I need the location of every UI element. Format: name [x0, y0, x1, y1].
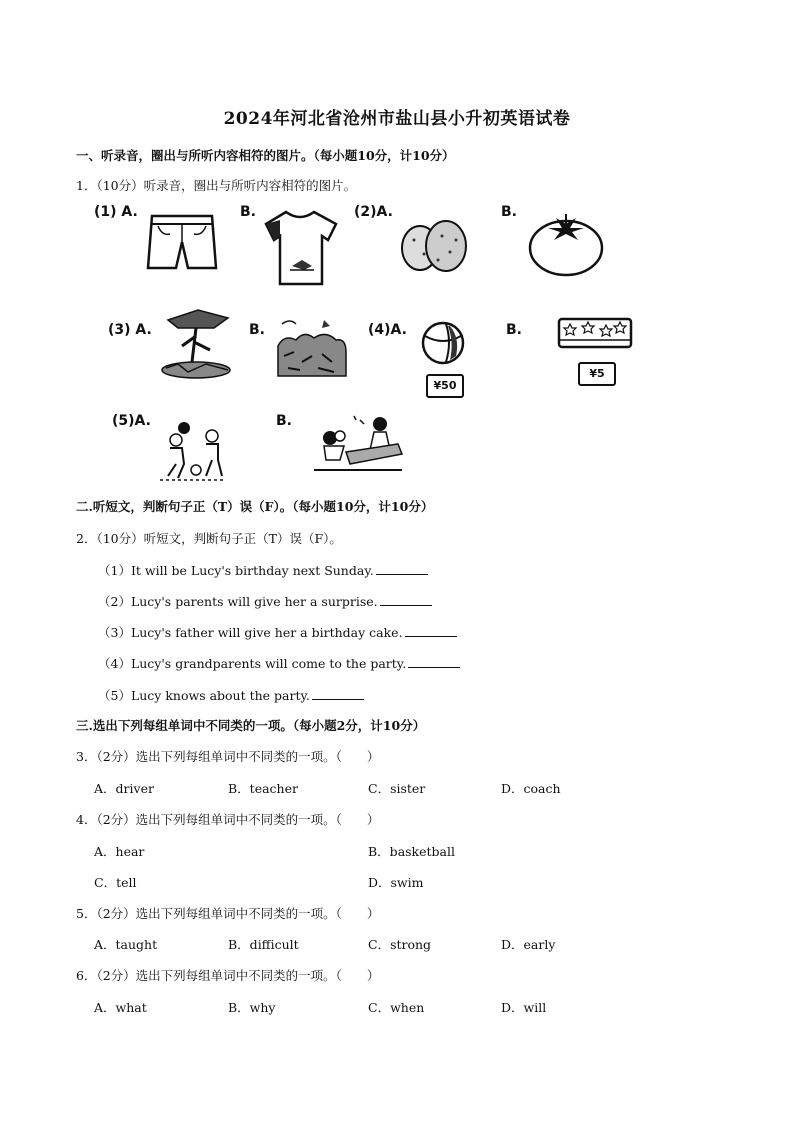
q3-option-d[interactable]: D．coach — [501, 781, 561, 796]
q4-option-b[interactable]: B．basketball — [368, 844, 455, 859]
q4-option-d[interactable]: D．swim — [368, 875, 424, 890]
q5-option-b[interactable]: B．difficult — [228, 937, 299, 952]
pencil-box-picture[interactable] — [556, 316, 634, 352]
q6-option-c[interactable]: C．when — [368, 1000, 425, 1015]
tf-item-3: （3）Lucy's father will give her a birthday cake. — [98, 623, 457, 641]
tree-picture[interactable] — [158, 306, 238, 382]
answer-blank[interactable] — [408, 657, 460, 668]
q4-option-c[interactable]: C．tell — [94, 875, 137, 890]
q4a-label: (4)A. — [368, 322, 407, 338]
question-6-stem: 6．（2分）选出下列每组单词中不同类的一项。（ ） — [76, 968, 380, 983]
ball-price-tag: ¥50 — [426, 374, 464, 398]
q5-option-d[interactable]: D．early — [501, 937, 556, 952]
q3b-label: B. — [249, 322, 265, 338]
section3-heading: 三.选出下列每组单词中不同类的一项。（每小题2分，计10分） — [76, 718, 426, 733]
section1-heading: 一、听录音，圈出与所听内容相符的图片。（每小题10分，计10分） — [76, 148, 455, 163]
q4-option-a[interactable]: A．hear — [94, 844, 145, 859]
q3-option-c[interactable]: C．sister — [368, 781, 426, 796]
question-1-stem: 1．（10分）听录音，圈出与所听内容相符的图片。 — [76, 178, 357, 193]
q4b-label: B. — [506, 322, 522, 338]
q5-option-c[interactable]: C．strong — [368, 937, 432, 952]
sandbox-picture[interactable] — [310, 414, 406, 478]
q5b-label: B. — [276, 413, 292, 429]
q6-option-b[interactable]: B．why — [228, 1000, 276, 1015]
tomato-picture[interactable] — [526, 210, 606, 278]
question-2-stem: 2．（10分）听短文，判断句子正（T）误（F）。 — [76, 531, 342, 546]
leaves-picture[interactable] — [274, 316, 350, 382]
answer-blank[interactable] — [405, 626, 457, 637]
section2-heading: 二.听短文，判断句子正（T）误（F）。（每小题10分，计10分） — [76, 499, 434, 514]
tf-item-2: （2）Lucy's parents will give her a surprise. — [98, 592, 432, 610]
answer-blank[interactable] — [380, 595, 432, 606]
football-picture[interactable] — [158, 420, 228, 484]
q1b-label: B. — [240, 204, 256, 220]
q3-option-b[interactable]: B．teacher — [228, 781, 298, 796]
tf-item-5: （5）Lucy knows about the party. — [98, 686, 364, 704]
q3a-label: (3) A. — [108, 322, 152, 338]
q5-option-a[interactable]: A．taught — [94, 937, 158, 952]
answer-blank[interactable] — [376, 564, 428, 575]
q2b-label: B. — [501, 204, 517, 220]
q5a-label: (5)A. — [112, 413, 151, 429]
question-4-stem: 4．（2分）选出下列每组单词中不同类的一项。（ ） — [76, 812, 380, 827]
pencil-box-price-tag: ¥5 — [578, 362, 616, 386]
q3-option-a[interactable]: A．driver — [94, 781, 154, 796]
potatoes-picture[interactable] — [398, 216, 470, 274]
t-shirt-picture[interactable] — [262, 208, 338, 288]
q1a-label: (1) A. — [94, 204, 138, 220]
shorts-picture[interactable] — [146, 212, 218, 274]
question-3-stem: 3．（2分）选出下列每组单词中不同类的一项。（ ） — [76, 749, 380, 764]
page-title: 2024年河北省沧州市盐山县小升初英语试卷 — [223, 109, 571, 129]
ball-picture[interactable] — [420, 320, 466, 366]
q2a-label: (2)A. — [354, 204, 393, 220]
q6-option-d[interactable]: D．will — [501, 1000, 547, 1015]
tf-item-4: （4）Lucy's grandparents will come to the party. — [98, 654, 460, 672]
tf-item-1: （1）It will be Lucy's birthday next Sunday. — [98, 561, 428, 579]
question-5-stem: 5．（2分）选出下列每组单词中不同类的一项。（ ） — [76, 906, 380, 921]
q6-option-a[interactable]: A．what — [94, 1000, 147, 1015]
answer-blank[interactable] — [312, 689, 364, 700]
